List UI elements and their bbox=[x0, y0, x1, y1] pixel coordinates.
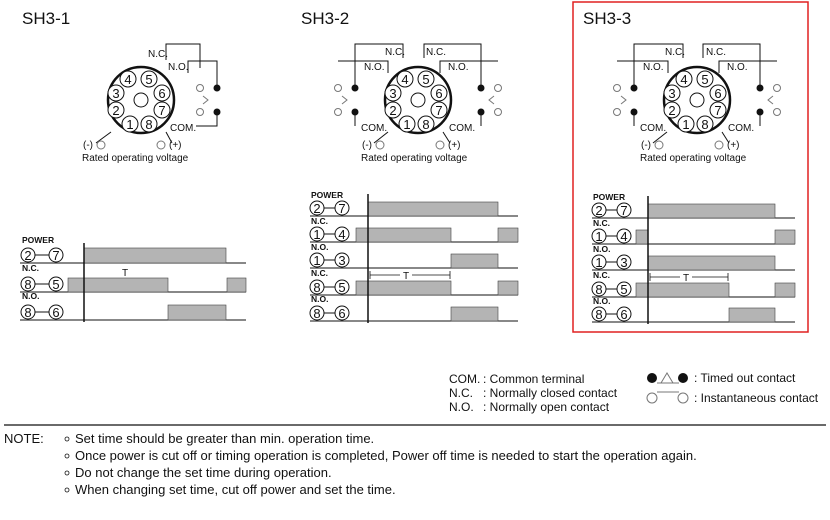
svg-text:1: 1 bbox=[126, 117, 134, 132]
svg-text:8: 8 bbox=[313, 280, 321, 295]
svg-text:6: 6 bbox=[714, 86, 722, 101]
com-label: COM. bbox=[728, 123, 755, 134]
power-label: POWER bbox=[22, 235, 55, 245]
no-label: N.O. bbox=[727, 62, 748, 73]
svg-text:1: 1 bbox=[313, 253, 321, 268]
svg-text:8: 8 bbox=[145, 117, 153, 132]
nc-label: N.C. bbox=[426, 47, 446, 58]
svg-text:5: 5 bbox=[52, 277, 60, 292]
svg-text:4: 4 bbox=[620, 229, 628, 244]
svg-text:7: 7 bbox=[158, 103, 166, 118]
svg-text:3: 3 bbox=[112, 86, 120, 101]
wiring-diagram bbox=[614, 44, 781, 164]
row-type-label: N.O. bbox=[593, 296, 611, 306]
legend-desc: : Common terminal bbox=[483, 372, 585, 386]
nc-label: N.C. bbox=[706, 47, 726, 58]
svg-text:3: 3 bbox=[389, 86, 397, 101]
notes-label: NOTE: bbox=[4, 431, 44, 446]
svg-text:7: 7 bbox=[714, 103, 722, 118]
svg-text:5: 5 bbox=[701, 72, 709, 87]
svg-text:2: 2 bbox=[668, 103, 676, 118]
row-type-label: N.C. bbox=[593, 218, 610, 228]
voltage-label: Rated operating voltage bbox=[640, 153, 747, 164]
svg-text:6: 6 bbox=[435, 86, 443, 101]
minus-label: (-) bbox=[83, 140, 93, 151]
svg-text:8: 8 bbox=[313, 306, 321, 321]
svg-text:7: 7 bbox=[338, 201, 346, 216]
plus-label: (+) bbox=[169, 140, 182, 151]
svg-text:6: 6 bbox=[158, 86, 166, 101]
svg-text:1: 1 bbox=[403, 117, 411, 132]
svg-text:2: 2 bbox=[389, 103, 397, 118]
timing-chart bbox=[20, 235, 246, 322]
svg-text:6: 6 bbox=[338, 306, 346, 321]
svg-text:7: 7 bbox=[52, 248, 60, 263]
t-label: T bbox=[682, 273, 690, 284]
svg-text:5: 5 bbox=[620, 282, 628, 297]
instantaneous-contact-symbol-icon bbox=[647, 392, 688, 403]
legend-desc: : Timed out contact bbox=[694, 371, 796, 385]
svg-text:7: 7 bbox=[435, 103, 443, 118]
svg-text:1: 1 bbox=[595, 229, 603, 244]
voltage-label: Rated operating voltage bbox=[361, 153, 468, 164]
row-type-label: N.O. bbox=[311, 294, 329, 304]
svg-text:4: 4 bbox=[338, 227, 346, 242]
plus-label: (+) bbox=[727, 140, 740, 151]
model-sh3-3 bbox=[583, 9, 795, 324]
svg-text:4: 4 bbox=[124, 72, 132, 87]
note-item: Once power is cut off or timing operation is completed, Power off time is needed to start the operation again. bbox=[75, 448, 697, 463]
svg-text:8: 8 bbox=[595, 307, 603, 322]
model-sh3-1 bbox=[20, 9, 246, 322]
power-label: POWER bbox=[311, 190, 344, 200]
svg-text:8: 8 bbox=[24, 277, 32, 292]
row-type-label: N.C. bbox=[311, 268, 328, 278]
plus-label: (+) bbox=[448, 140, 461, 151]
notes bbox=[4, 431, 697, 497]
com-label: COM. bbox=[640, 123, 667, 134]
selected-model-highlight bbox=[573, 2, 808, 332]
svg-text:5: 5 bbox=[422, 72, 430, 87]
svg-text:1: 1 bbox=[313, 227, 321, 242]
row-type-label: N.O. bbox=[311, 242, 329, 252]
svg-text:6: 6 bbox=[620, 307, 628, 322]
model-title: SH3-3 bbox=[583, 9, 632, 28]
row-type-label: N.C. bbox=[22, 263, 39, 273]
legend-abbr: N.O. bbox=[449, 400, 474, 414]
legend-desc: : Normally closed contact bbox=[483, 386, 618, 400]
note-item: Set time should be greater than min. operation time. bbox=[75, 431, 375, 446]
nc-label: N.C. bbox=[665, 47, 685, 58]
voltage-label: Rated operating voltage bbox=[82, 153, 189, 164]
svg-text:3: 3 bbox=[668, 86, 676, 101]
svg-text:5: 5 bbox=[145, 72, 153, 87]
legend-abbr: COM. bbox=[449, 372, 481, 386]
model-sh3-2 bbox=[301, 9, 518, 323]
timing-chart bbox=[310, 190, 518, 323]
nc-label: N.C. bbox=[385, 47, 405, 58]
svg-text:8: 8 bbox=[422, 117, 430, 132]
legend-desc: : Instantaneous contact bbox=[694, 391, 819, 405]
minus-label: (-) bbox=[362, 140, 372, 151]
note-item: Do not change the set time during operation. bbox=[75, 465, 332, 480]
svg-text:3: 3 bbox=[338, 253, 346, 268]
wiring-diagram bbox=[82, 44, 221, 164]
svg-text:5: 5 bbox=[338, 280, 346, 295]
svg-text:2: 2 bbox=[24, 248, 32, 263]
svg-text:8: 8 bbox=[701, 117, 709, 132]
timing-chart bbox=[592, 192, 795, 324]
note-item: When changing set time, cut off power and set the time. bbox=[75, 482, 396, 497]
minus-label: (-) bbox=[641, 140, 651, 151]
nc-label: N.C. bbox=[148, 49, 168, 60]
power-label: POWER bbox=[593, 192, 626, 202]
com-label: COM. bbox=[449, 123, 476, 134]
svg-text:1: 1 bbox=[595, 255, 603, 270]
no-label: N.O. bbox=[448, 62, 469, 73]
legend bbox=[449, 371, 819, 414]
no-label: N.O. bbox=[364, 62, 385, 73]
row-type-label: N.C. bbox=[311, 216, 328, 226]
svg-text:2: 2 bbox=[313, 201, 321, 216]
row-type-label: N.O. bbox=[593, 244, 611, 254]
row-type-label: N.O. bbox=[22, 291, 40, 301]
timed-contact-symbol-icon bbox=[647, 373, 688, 383]
model-title: SH3-2 bbox=[301, 9, 350, 28]
legend-abbr: N.C. bbox=[449, 386, 473, 400]
svg-text:8: 8 bbox=[595, 282, 603, 297]
svg-text:7: 7 bbox=[620, 203, 628, 218]
no-label: N.O. bbox=[168, 62, 189, 73]
t-label: T bbox=[402, 271, 410, 282]
legend-desc: : Normally open contact bbox=[483, 400, 610, 414]
svg-text:2: 2 bbox=[595, 203, 603, 218]
t-label: T bbox=[121, 268, 129, 279]
com-label: COM. bbox=[361, 123, 388, 134]
svg-text:4: 4 bbox=[401, 72, 409, 87]
com-label: COM. bbox=[170, 123, 197, 134]
svg-text:3: 3 bbox=[620, 255, 628, 270]
no-label: N.O. bbox=[643, 62, 664, 73]
wiring-diagram bbox=[335, 44, 502, 164]
model-title: SH3-1 bbox=[22, 9, 71, 28]
svg-text:1: 1 bbox=[682, 117, 690, 132]
row-type-label: N.C. bbox=[593, 270, 610, 280]
svg-text:4: 4 bbox=[680, 72, 688, 87]
svg-text:2: 2 bbox=[112, 103, 120, 118]
svg-text:6: 6 bbox=[52, 305, 60, 320]
svg-text:8: 8 bbox=[24, 305, 32, 320]
